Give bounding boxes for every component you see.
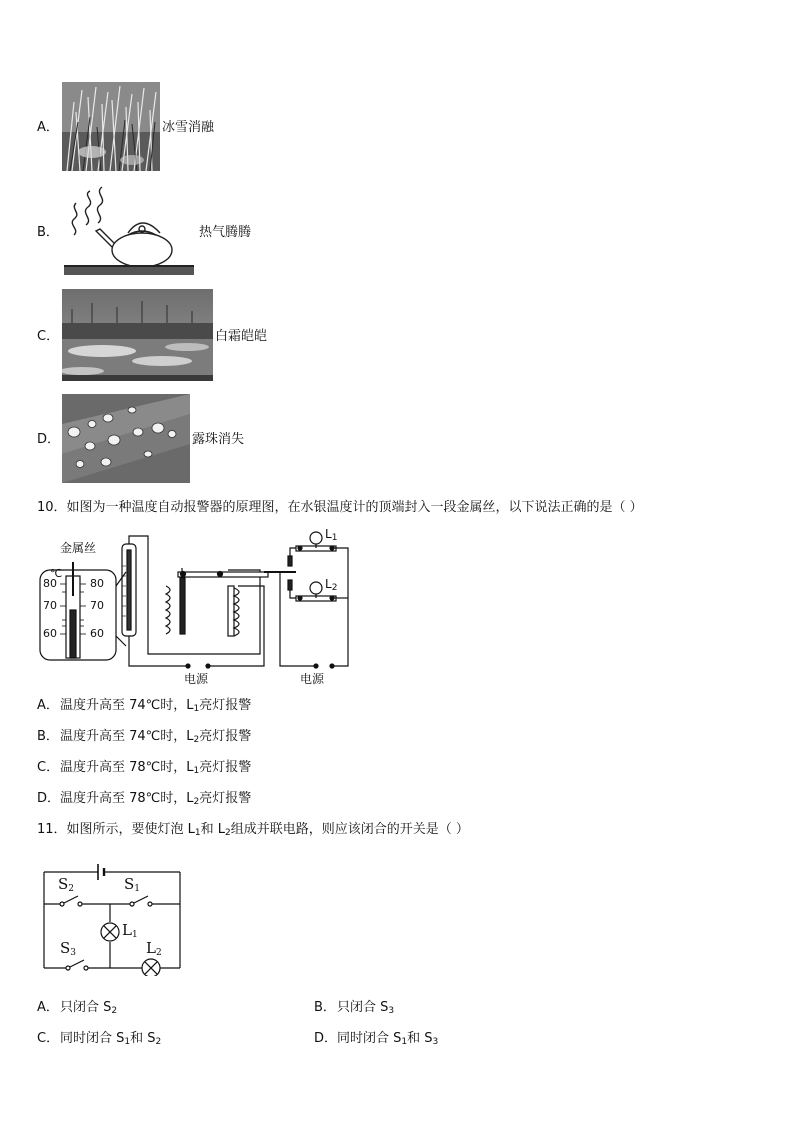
- option-text: 同时闭合 $S_1$和 $S_2$: [60, 1031, 162, 1047]
- switch-s2-label: $S_2$: [58, 875, 75, 894]
- lamp-l1-label: $L_1$: [325, 527, 338, 543]
- ice-melting-photo: [62, 82, 160, 171]
- option-text: 冰雪消融: [162, 120, 215, 135]
- option-letter: B．: [37, 729, 59, 744]
- scale-left-80: 80: [43, 577, 57, 590]
- option-text: 热气腾腾: [199, 225, 252, 240]
- option-text: 只闭合 $S_3$: [337, 1000, 395, 1016]
- option-letter: D．: [314, 1031, 338, 1046]
- frost-photo: [62, 289, 213, 381]
- option-text: 只闭合 $S_2$: [60, 1000, 118, 1016]
- option-text: 同时闭合 $S_1$和 $S_3$: [337, 1031, 439, 1047]
- lamp-l2-label: $L_2$: [325, 577, 338, 593]
- metal-wire-label: 金属丝: [60, 541, 97, 555]
- scale-right-60: 60: [90, 627, 104, 640]
- option-letter: A．: [37, 698, 59, 713]
- q11-stem: 11．如图所示，要使灯泡 $L_1$和 $L_2$组成并联电路，则应该闭合的开关是（ ）: [37, 822, 469, 838]
- option-letter: D．: [37, 432, 61, 447]
- lamp-l2-label: $L_2$: [146, 939, 162, 958]
- option-text: 露珠消失: [192, 432, 245, 447]
- option-letter: D．: [37, 791, 61, 806]
- celsius-unit: ℃: [50, 567, 63, 580]
- power-label-control: 电源: [184, 672, 209, 686]
- lamp-l1-label: $L_1$: [122, 921, 138, 940]
- option-text: 温度升高至 74℃时，$L_2$亮灯报警: [60, 729, 252, 745]
- kettle-steam-drawing: [62, 183, 197, 276]
- option-text: 温度升高至 74℃时，$L_1$亮灯报警: [60, 698, 252, 714]
- option-letter: A．: [37, 120, 59, 135]
- option-text: 温度升高至 78℃时，$L_1$亮灯报警: [60, 760, 252, 776]
- option-letter: C．: [37, 1031, 60, 1046]
- power-label-work: 电源: [300, 672, 325, 686]
- scale-left-60: 60: [43, 627, 57, 640]
- switch-s1-label: $S_1$: [124, 875, 141, 894]
- switch-s3-label: $S_3$: [60, 939, 77, 958]
- dewdrops-photo: [62, 394, 190, 483]
- option-letter: B．: [37, 225, 59, 240]
- scale-left-70: 70: [43, 599, 57, 612]
- scale-right-80: 80: [90, 577, 104, 590]
- option-text: 白霜皑皑: [215, 329, 268, 344]
- option-letter: C．: [37, 760, 60, 775]
- option-letter: C．: [37, 329, 60, 344]
- scale-right-70: 70: [90, 599, 104, 612]
- option-letter: A．: [37, 1000, 59, 1015]
- q11-parallel-circuit-diagram: [38, 858, 184, 976]
- option-letter: B．: [314, 1000, 336, 1015]
- option-text: 温度升高至 78℃时，$L_2$亮灯报警: [60, 791, 252, 807]
- q10-alarm-circuit-diagram: [38, 526, 350, 688]
- q10-stem: 10．如图为一种温度自动报警器的原理图，在水银温度计的顶端封入一段金属丝，以下说法正确的是（ ）: [37, 500, 643, 515]
